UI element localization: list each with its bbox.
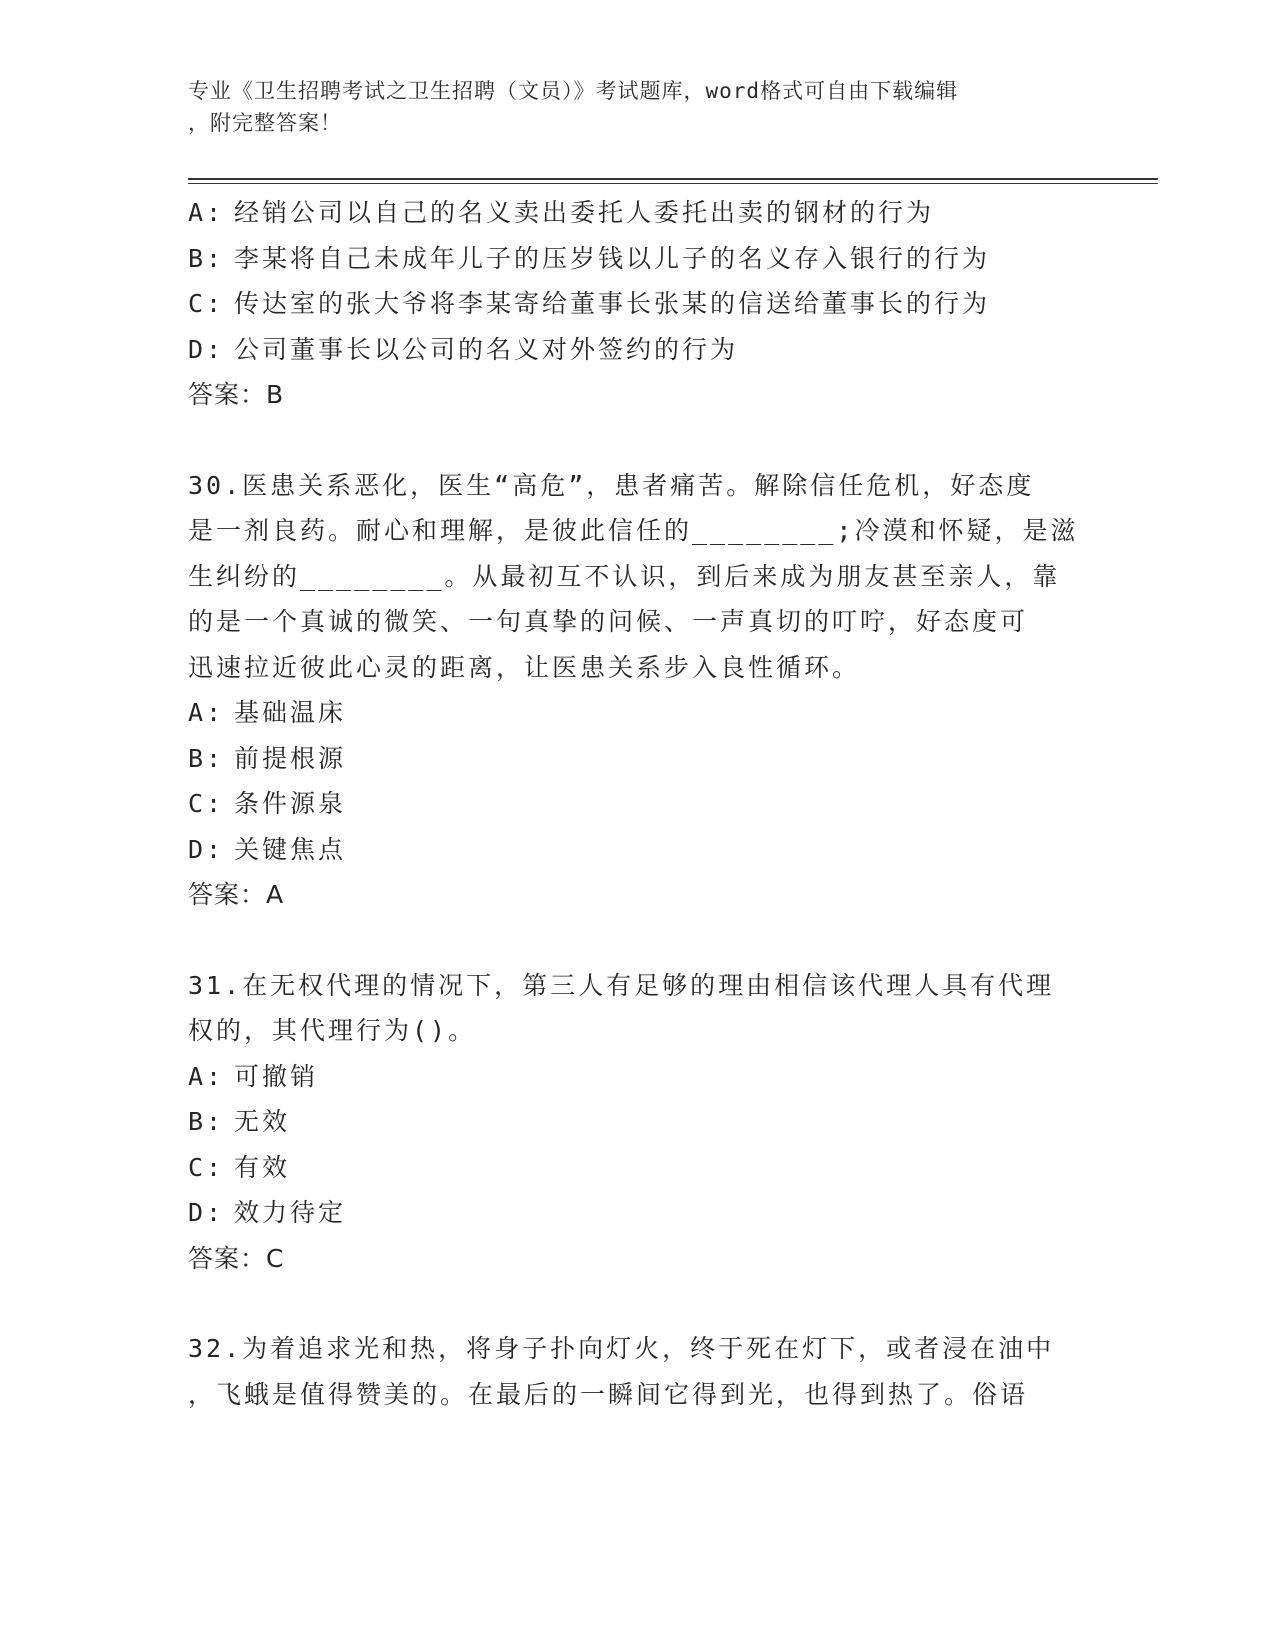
- option-text: 无效: [234, 1107, 291, 1136]
- spacer: [188, 418, 1078, 463]
- question-30: [188, 463, 1078, 918]
- option-text: 李某将自己未成年儿子的压岁钱以儿子的名义存入银行的行为: [234, 243, 991, 273]
- option-key: B:: [188, 743, 225, 773]
- question-text-line: 31.在无权代理的情况下，第三人有足够的理由相信该代理人具有代理: [188, 970, 1055, 1000]
- option-key: C:: [188, 1152, 225, 1182]
- option-a: [188, 1054, 1078, 1100]
- option-key: B:: [188, 243, 225, 273]
- option-text: 关键焦点: [234, 834, 347, 864]
- header-rule: [188, 178, 1158, 180]
- question-31: [188, 963, 1078, 1282]
- header-rule-thin: [188, 183, 1158, 184]
- answer-line: 答案：A: [188, 880, 285, 909]
- option-d: [188, 1190, 1078, 1236]
- option-key: D:: [188, 834, 225, 864]
- spacer: [188, 1281, 1078, 1326]
- option-c: [188, 281, 1078, 327]
- option-key: B:: [188, 1107, 225, 1136]
- question-text-line: 权的，其代理行为()。: [188, 1016, 477, 1045]
- document-body: [188, 190, 1078, 1417]
- option-key: A:: [188, 1061, 225, 1091]
- option-a: [188, 190, 1078, 236]
- question-text-line: 30.医患关系恶化，医生“高危”，患者痛苦。解除信任危机，好态度: [188, 470, 1035, 500]
- option-d: [188, 827, 1078, 873]
- option-c: [188, 1145, 1078, 1191]
- answer-line: 答案：C: [188, 1243, 285, 1273]
- option-text: 前提根源: [234, 743, 347, 773]
- question-text-line: 迅速拉近彼此心灵的距离，让医患关系步入良性循环。: [188, 652, 861, 682]
- header-line-2: ，附完整答案！: [188, 111, 342, 135]
- question-text-line: 是一剂良药。耐心和理解，是彼此信任的________;冷漠和怀疑，是滋: [188, 516, 1078, 545]
- option-text: 可撤销: [234, 1061, 319, 1091]
- option-d: [188, 327, 1078, 373]
- option-text: 基础温床: [234, 698, 347, 727]
- option-text: 经销公司以自己的名义卖出委托人委托出卖的钢材的行为: [234, 198, 935, 227]
- question-29: [188, 190, 1078, 418]
- option-text: 条件源泉: [234, 789, 347, 818]
- option-text: 传达室的张大爷将李某寄给董事长张某的信送给董事长的行为: [234, 289, 991, 318]
- spacer: [188, 918, 1078, 963]
- option-key: C:: [188, 289, 225, 318]
- option-text: 效力待定: [234, 1198, 347, 1227]
- option-b: [188, 736, 1078, 782]
- option-key: C:: [188, 789, 225, 818]
- question-text-line: 32.为着追求光和热，将身子扑向灯火，终于死在灯下，或者浸在油中: [188, 1334, 1055, 1363]
- question-text-line: 生纠纷的________。从最初互不认识，到后来成为朋友甚至亲人，靠: [188, 561, 1061, 591]
- option-a: [188, 690, 1078, 736]
- answer-line: 答案：B: [188, 380, 285, 409]
- option-key: D:: [188, 1198, 225, 1227]
- option-b: [188, 236, 1078, 282]
- option-key: A:: [188, 698, 225, 727]
- question-text-line: 的是一个真诚的微笑、一句真挚的问候、一声真切的叮咛，好态度可: [188, 607, 1029, 636]
- option-text: 有效: [234, 1152, 291, 1182]
- question-text-line: ，飞蛾是值得赞美的。在最后的一瞬间它得到光，也得到热了。俗语: [188, 1379, 1029, 1409]
- option-c: [188, 781, 1078, 827]
- option-key: D:: [188, 334, 225, 364]
- option-text: 公司董事长以公司的名义对外签约的行为: [234, 334, 739, 364]
- header-line-1: 专业《卫生招聘考试之卫生招聘（文员）》考试题库，word格式可自由下载编辑: [188, 79, 959, 103]
- document-header: [188, 75, 1078, 139]
- option-key: A:: [188, 198, 225, 227]
- option-b: [188, 1099, 1078, 1145]
- question-32: [188, 1326, 1078, 1417]
